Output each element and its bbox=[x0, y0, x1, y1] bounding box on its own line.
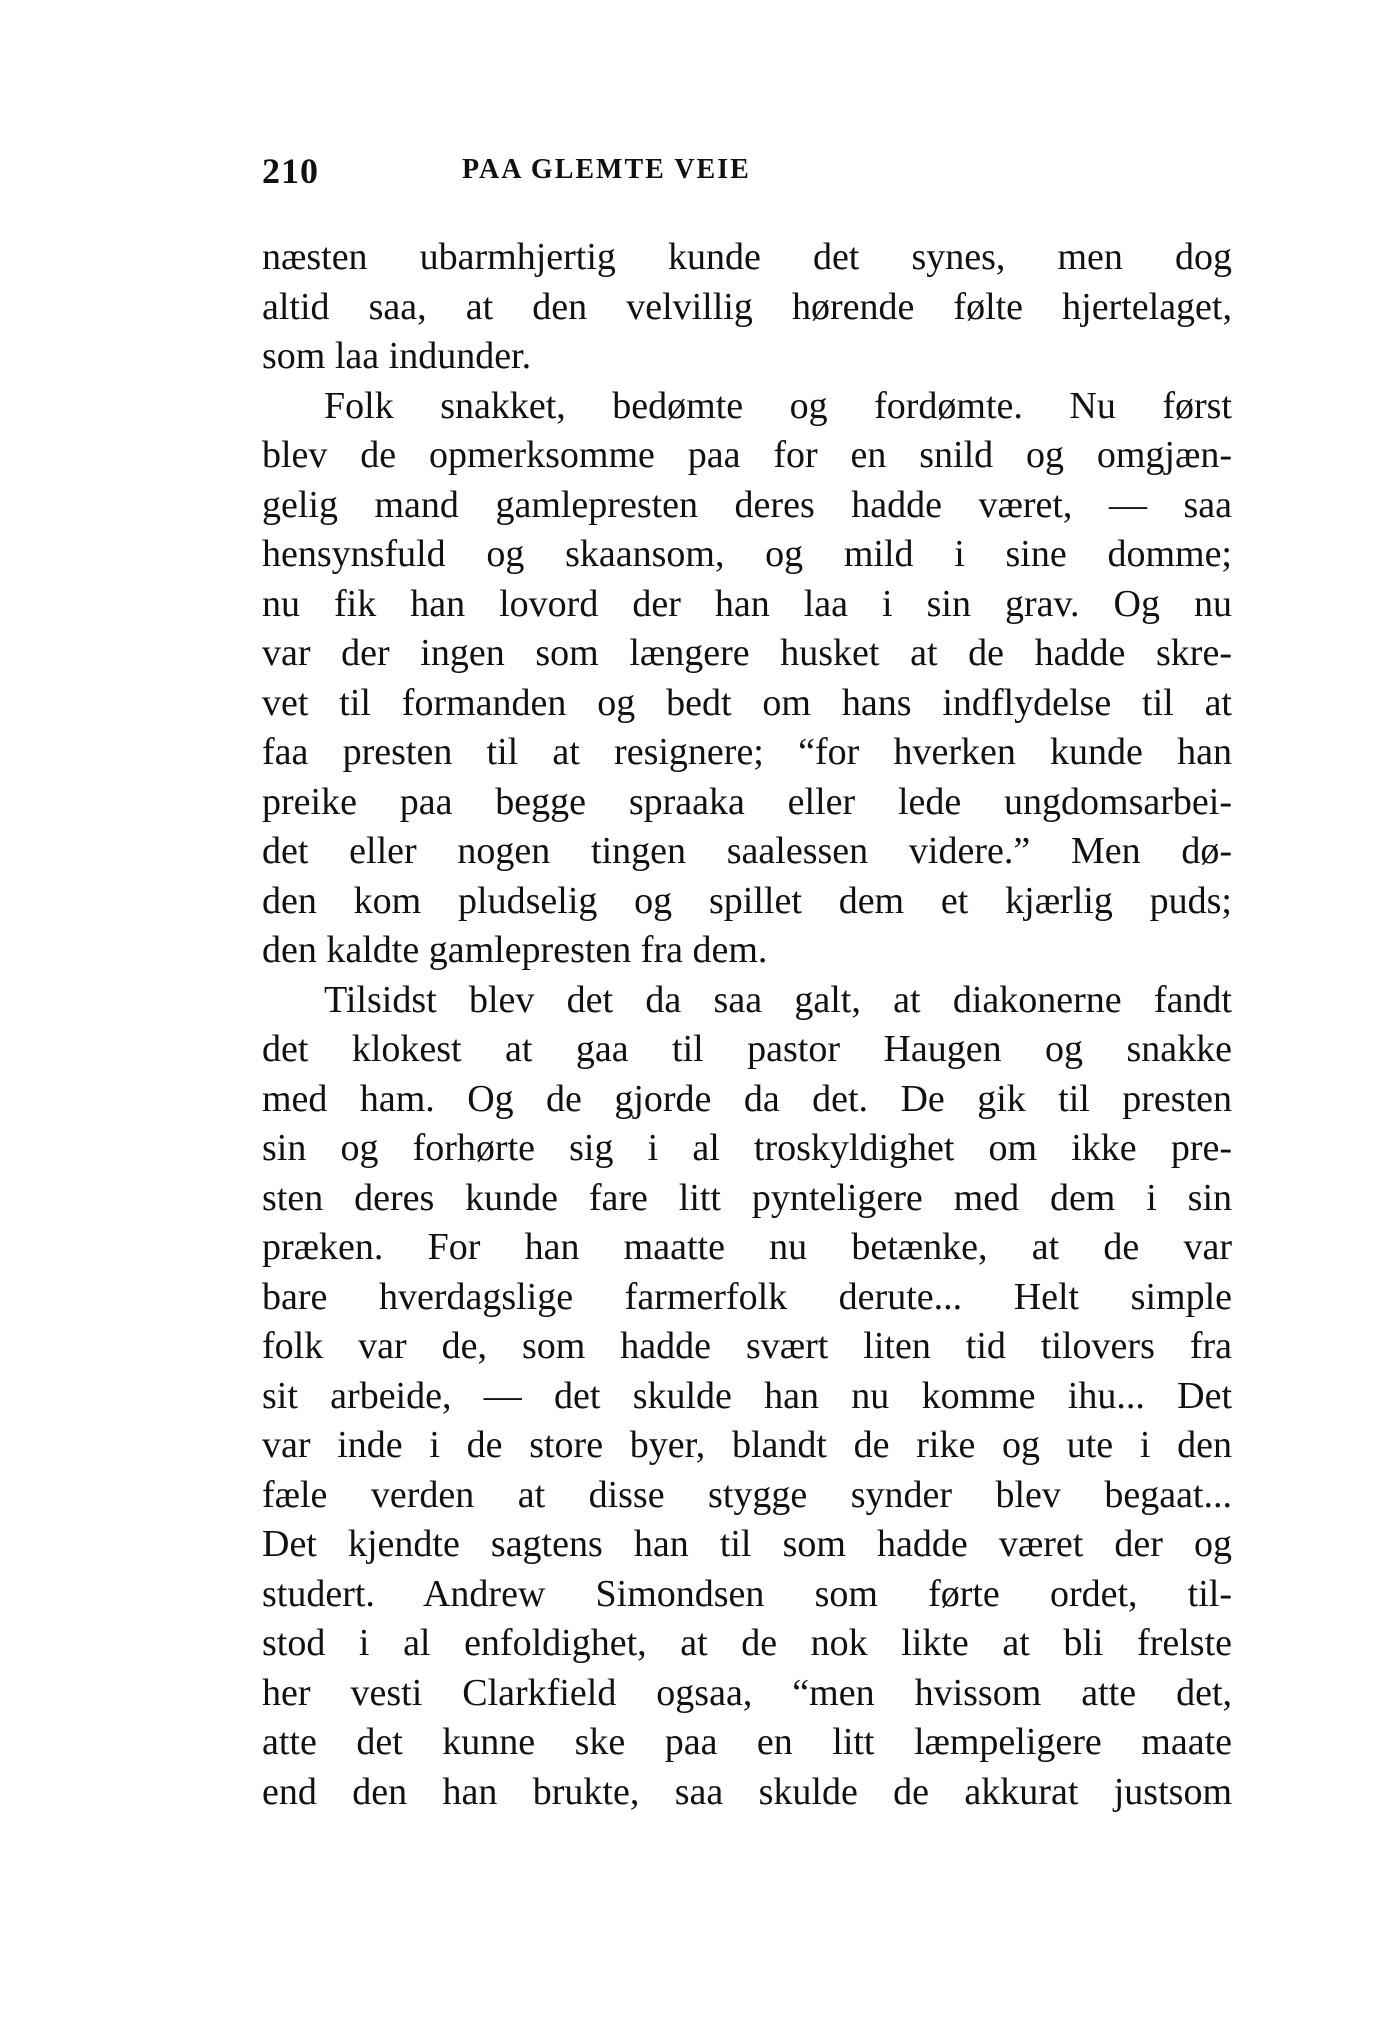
text-line: blev de opmerksomme paa for en snild og omgjæn- bbox=[262, 434, 1232, 476]
text-line: med ham. Og de gjorde da det. De gik til presten bbox=[262, 1077, 1232, 1120]
text-line: sit arbeide, — det skulde han nu komme ihu... Det bbox=[262, 1374, 1232, 1417]
text-line: sten deres kunde fare litt pynteligere med dem i sin bbox=[262, 1176, 1232, 1219]
text-line: Folk snakket, bedømte og fordømte. Nu først bbox=[324, 384, 1232, 427]
text-line: Det kjendte sagtens han til som hadde været der og bbox=[262, 1523, 1232, 1565]
text-line: her vesti Clarkfield ogsaa, “men hvissom atte det, bbox=[262, 1671, 1232, 1714]
text-line: det eller nogen tingen saalessen videre.” Men dø- bbox=[262, 830, 1232, 872]
text-line: fæle verden at disse stygge synder blev begaat... bbox=[262, 1473, 1232, 1516]
text-line: var der ingen som længere husket at de hadde skre- bbox=[262, 632, 1232, 674]
text-line: stod i al enfoldighet, at de nok likte at bli frelste bbox=[262, 1622, 1232, 1664]
text-line: næsten ubarmhjertig kunde det synes, men dog bbox=[262, 236, 1232, 278]
text-line: Tilsidst blev det da saa galt, at diakonerne fandt bbox=[324, 978, 1232, 1021]
text-line: gelig mand gamlepresten deres hadde været, — saa bbox=[262, 483, 1232, 526]
text-line: end den han brukte, saa skulde de akkurat justsom bbox=[262, 1770, 1232, 1813]
page-header bbox=[262, 150, 1232, 200]
text-line: det klokest at gaa til pastor Haugen og snakke bbox=[262, 1028, 1232, 1070]
text-line: atte det kunne ske paa en litt læmpeligere maate bbox=[262, 1721, 1232, 1763]
body-text bbox=[262, 233, 1232, 1817]
text-line: vet til formanden og bedt om hans indflydelse til at bbox=[262, 681, 1232, 724]
text-line: altid saa, at den velvillig hørende følte hjertelaget, bbox=[262, 285, 1232, 328]
text-line: folk var de, som hadde svært liten tid tilovers fra bbox=[262, 1325, 1232, 1367]
text-line: den kom pludselig og spillet dem et kjærlig puds; bbox=[262, 879, 1232, 922]
text-line: faa presten til at resignere; “for hverken kunde han bbox=[262, 731, 1232, 773]
text-line: den kaldte gamlepresten fra dem. bbox=[262, 929, 768, 971]
text-line: sin og forhørte sig i al troskyldighet om ikke pre- bbox=[262, 1127, 1232, 1169]
text-line: bare hverdagslige farmerfolk derute... Helt simple bbox=[262, 1275, 1232, 1318]
text-line: var inde i de store byer, blandt de rike og ute i den bbox=[262, 1424, 1232, 1466]
page-number: 210 bbox=[262, 151, 319, 191]
text-line: præken. For han maatte nu betænke, at de var bbox=[262, 1226, 1232, 1268]
running-head: PAA GLEMTE VEIE bbox=[462, 154, 751, 185]
text-line: studert. Andrew Simondsen som førte ordet, til- bbox=[262, 1572, 1232, 1615]
text-line: nu fik han lovord der han laa i sin grav. Og nu bbox=[262, 582, 1232, 625]
text-line: hensynsfuld og skaansom, og mild i sine domme; bbox=[262, 533, 1232, 575]
text-line: preike paa begge spraaka eller lede ungdomsarbei- bbox=[262, 780, 1232, 823]
text-line: som laa indunder. bbox=[262, 335, 532, 377]
